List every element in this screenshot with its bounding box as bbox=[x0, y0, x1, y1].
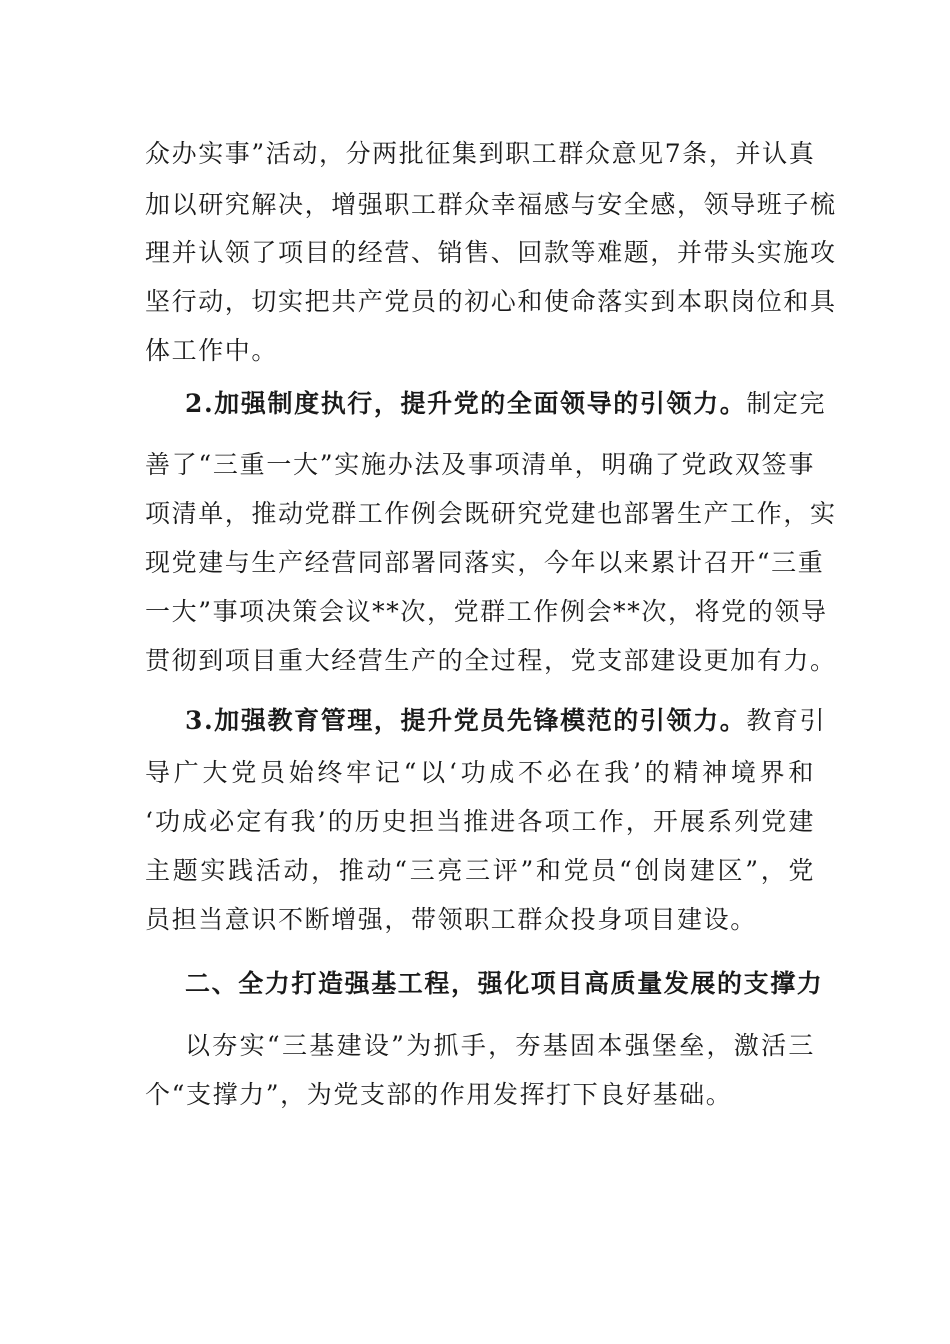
paragraph-line: 员担当意识不断增强，带领职工群众投身项目建设。 bbox=[145, 905, 757, 934]
paragraph-line: 项清单，推动党群工作例会既研究党建也部署生产工作，实 bbox=[145, 499, 837, 528]
paragraph-line: 加以研究解决，增强职工群众幸福感与安全感，领导班子梳 bbox=[145, 190, 837, 219]
paragraph-lead-line bbox=[185, 384, 827, 424]
paragraph-line: 体工作中。 bbox=[145, 336, 279, 365]
paragraph-line: 众办实事”活动，分两批征集到职工群众意见7条，并认真 bbox=[145, 139, 816, 168]
section-heading: 二、全力打造强基工程，强化项目高质量发展的支撑力 bbox=[185, 969, 824, 998]
paragraph-line: 一大”事项决策会议**次，党群工作例会**次，将党的领导 bbox=[145, 597, 828, 626]
paragraph-lead-bold: 3.加强教育管理，提升党员先锋模范的引领力。 bbox=[185, 706, 747, 735]
paragraph-line: 导广大党员始终牢记“以‘功成不必在我’的精神境界和 bbox=[145, 758, 815, 787]
paragraph-line: ‘功成必定有我’的历史担当推进各项工作，开展系列党建 bbox=[145, 807, 815, 836]
paragraph-lead-bold: 2.加强制度执行，提升党的全面领导的引领力。 bbox=[185, 389, 747, 418]
paragraph-line: 个“支撑力”，为党支部的作用发挥打下良好基础。 bbox=[145, 1080, 733, 1109]
paragraph-line: 贯彻到项目重大经营生产的全过程，党支部建设更加有力。 bbox=[145, 646, 837, 675]
paragraph-line: 现党建与生产经营同部署同落实，今年以来累计召开“三重 bbox=[145, 548, 825, 577]
paragraph-lead-tail: 制定完 bbox=[746, 389, 827, 418]
paragraph-line: 主题实践活动，推动“三亮三评”和党员“创岗建区”，党 bbox=[145, 856, 815, 885]
paragraph-lead-tail: 教育引 bbox=[746, 706, 827, 735]
paragraph-lead-line bbox=[185, 701, 827, 741]
paragraph-line: 理并认领了项目的经营、销售、回款等难题，并带头实施攻 bbox=[145, 238, 837, 267]
paragraph-line: 善了“三重一大”实施办法及事项清单，明确了党政双签事 bbox=[145, 450, 815, 479]
paragraph-line: 坚行动，切实把共产党员的初心和使命落实到本职岗位和具 bbox=[145, 287, 837, 316]
paragraph-line: 以夯实“三基建设”为抓手，夯基固本强堡垒，激活三 bbox=[185, 1031, 815, 1060]
